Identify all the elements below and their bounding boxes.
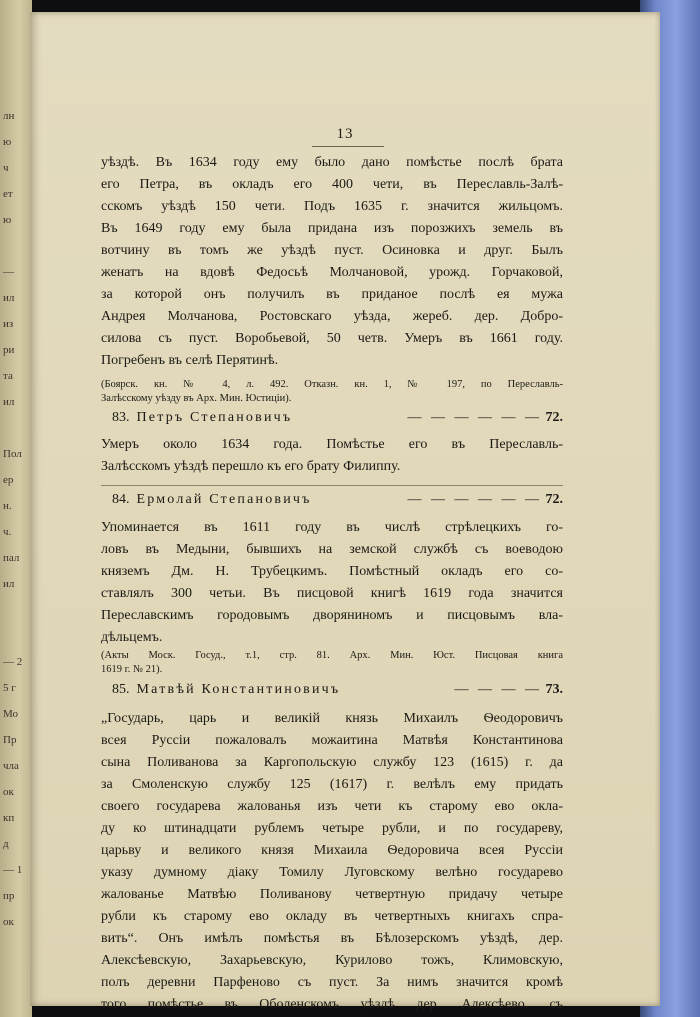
entry-number: 83. — [112, 410, 130, 425]
text-line: (Акты Моск. Госуд., т.1, стр. 81. Арх. Мин. Юст. Писцовая книга — [101, 650, 563, 661]
text-line: вотчину въ томъ же уѣздѣ пуст. Осиновка и друг. Былъ — [101, 243, 563, 258]
left-page-fragment: ет — [3, 188, 13, 200]
entry-value: 72. — [545, 410, 563, 425]
text-line: Залѣсскому уѣзду въ Арх. Мин. Юстиціи). — [101, 393, 292, 404]
book-page — [30, 12, 660, 1012]
left-page-fragment: 5 г — [3, 682, 16, 694]
text-line: княземъ Дм. Н. Трубецкимъ. Помѣстный окладъ его со- — [101, 564, 563, 579]
entry-name: Петръ Степановичъ — [136, 410, 293, 425]
left-page-fragment: пал — [3, 552, 20, 564]
left-page-fragment: — 1 — [3, 864, 23, 876]
paragraph-entry-85 — [101, 708, 563, 1016]
left-page-fragment: пр — [3, 890, 15, 902]
entry-name: Ермолай Степановичъ — [136, 492, 312, 507]
text-line: силова съ пуст. Воробьевой, 50 четв. Умеръ въ 1661 году. — [101, 331, 563, 346]
text-line: сскомъ уѣздѣ 150 чети. Подъ 1635 г. значится жильцомъ. — [101, 199, 563, 214]
text-line: 1619 г. № 21). — [101, 664, 163, 675]
text-line: рубли къ старому ево окладу въ четвертныхъ книгахъ спра- — [101, 909, 563, 924]
entry-heading-85 — [112, 682, 563, 698]
left-page-fragment: кп — [3, 812, 15, 824]
page-number: 13 — [336, 126, 354, 142]
left-page-fragment: Мо — [3, 708, 19, 720]
text-line: „Государь, царь и великій князь Михаилъ Ѳеодоровичъ — [101, 711, 563, 726]
entry-dashes: — — — — — — — [407, 492, 542, 507]
text-line: Погребенъ въ селѣ Перятинѣ. — [101, 353, 279, 368]
left-page-fragment: ил — [3, 292, 15, 304]
text-line: ставлялъ 300 четьи. Въ писцовой книгѣ 1619 года значится — [101, 586, 563, 601]
paragraph-entry-82 — [101, 152, 563, 372]
text-line: его Петра, въ окладъ его 400 чети, въ Переславль-Залѣ- — [101, 177, 563, 192]
note-entry-84 — [101, 649, 563, 677]
left-page-fragment: лн — [3, 110, 15, 122]
left-page-fragment: ч — [3, 162, 9, 174]
left-page-fragment: ер — [3, 474, 14, 486]
left-page-fragment: из — [3, 318, 14, 330]
paragraph-entry-83 — [101, 434, 563, 478]
left-page-fragment: ю — [3, 214, 12, 226]
text-line: (Боярск. кн. № 4, л. 492. Отказн. кн. 1, № 197, по Переславль- — [101, 379, 563, 390]
text-line: дѣльцемъ. — [101, 630, 163, 645]
left-page-fragment: Пр — [3, 734, 17, 746]
left-page-fragment: — — [3, 266, 14, 278]
left-page-fragment: ч. — [3, 526, 12, 538]
left-page-fragment: ри — [3, 344, 15, 356]
text-line: уѣздѣ. Въ 1634 году ему было дано помѣстье послѣ брата — [101, 155, 563, 170]
entry-name: Матвѣй Константиновичъ — [136, 682, 341, 697]
left-page-fragment: ок — [3, 786, 14, 798]
left-page-fragment: Пол — [3, 448, 22, 460]
left-page-fragment: ю — [3, 136, 12, 148]
left-page-fragment: — 2 — [3, 656, 23, 668]
left-page-fragment: та — [3, 370, 13, 382]
text-line: того помѣстье въ Оболенскомъ уѣздѣ дер. Алексѣево, съ — [101, 997, 563, 1012]
entry-number: 85. — [112, 682, 130, 697]
entry-dashes: — — — — — — — [407, 410, 542, 425]
text-line: царьву и великого князя Михаила Ѳедоровича всея Руссіи — [101, 843, 563, 858]
left-page-fragment: ил — [3, 578, 15, 590]
entry-value: 72. — [545, 492, 563, 507]
left-page-fragment: н. — [3, 500, 12, 512]
text-line: за которой онъ получилъ въ приданое послѣ ея мужа — [101, 287, 563, 302]
text-line: Андрея Молчанова, Ростовскаго уѣзда, жереб. дер. Добро- — [101, 309, 563, 324]
text-line: жалованье Матвѣю Поливанову четвертную придачу четыре — [101, 887, 563, 902]
left-page-fragment: ил — [3, 396, 15, 408]
left-page-fragment: д — [3, 838, 9, 850]
text-line: Переславскимъ городовымъ дворяниномъ и писцовымъ влa- — [101, 608, 563, 623]
page-number-rule — [312, 146, 384, 147]
entry-value: 73. — [545, 682, 563, 697]
entry-separator — [101, 485, 563, 486]
paragraph-entry-84 — [101, 517, 563, 649]
text-line: вить“. Онъ имѣлъ помѣстья въ Бѣлозерскомъ уѣздѣ, дер. — [101, 931, 563, 946]
entry-heading-83 — [112, 410, 563, 426]
text-line: за Смоленскую службу 125 (1617) г. велѣлъ ему придать — [101, 777, 563, 792]
text-line: полъ деревни Парфеново съ пуст. За нимъ значится кромѣ — [101, 975, 563, 990]
text-line: ду ко штинадцати рублемъ четыре рубли, и по государеву, — [101, 821, 563, 836]
left-page-fragment: чла — [3, 760, 19, 772]
note-entry-82 — [101, 378, 563, 406]
entry-dashes: — — — — — [454, 682, 542, 697]
left-page-edge — [0, 0, 32, 1017]
text-line: ловъ въ Медыни, бывшихъ на земской службѣ съ воеводою — [101, 542, 563, 557]
text-line: Умеръ около 1634 года. Помѣстье его въ Переславль- — [101, 437, 563, 452]
entry-heading-84 — [112, 492, 563, 508]
left-page-fragment: ок — [3, 916, 14, 928]
text-line: Залѣсскомъ уѣздѣ перешло къ его брату Филиппу. — [101, 459, 401, 474]
text-line: Алексѣевскую, Захарьевскую, Курилово тожъ, Климовскую, — [101, 953, 563, 968]
text-line: указу думному діаку Томилу Луговскому велѣно государево — [101, 865, 563, 880]
text-line: Упоминается въ 1611 году въ числѣ стрѣлецкихъ го- — [101, 520, 563, 535]
text-line: женатъ на вдовѣ Федосьѣ Молчановой, урожд. Горчаковой, — [101, 265, 563, 280]
text-line: сына Поливанова за Каргопольскую службу 123 (1615) г. да — [101, 755, 563, 770]
entry-number: 84. — [112, 492, 130, 507]
text-line: своего государева жалованья изъ чети къ старому ево окла- — [101, 799, 563, 814]
text-line: всея Руссіи пожаловалъ можаитина Матвѣя Константинова — [101, 733, 563, 748]
text-line: Въ 1649 году ему была придана изъ порозжихъ земель въ — [101, 221, 563, 236]
